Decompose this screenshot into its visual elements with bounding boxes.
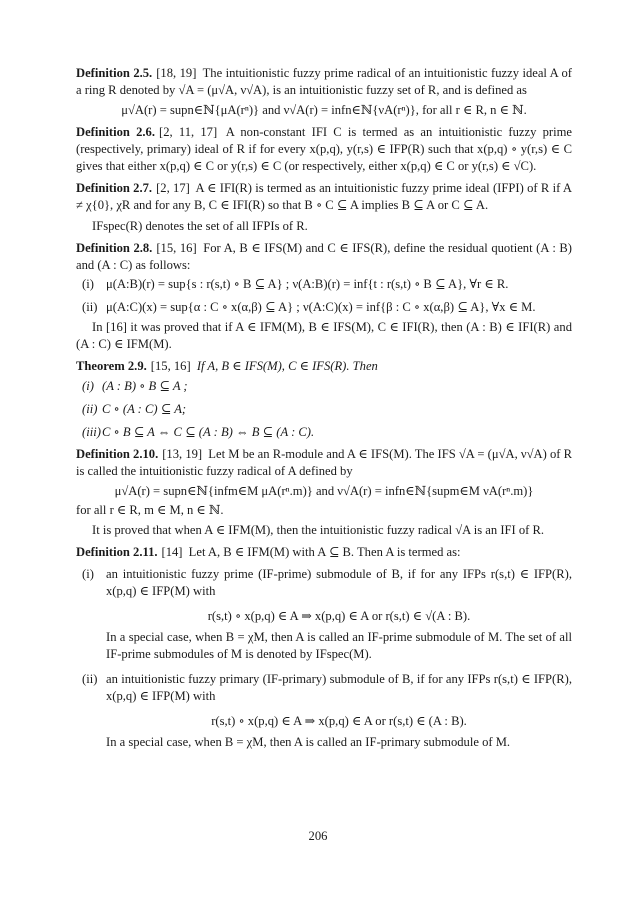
- theorem-heading: Theorem 2.9.: [76, 359, 147, 373]
- definition-text: The intuitionistic fuzzy prime radical of an intuitionistic fuzzy ideal A of a ring R denoted by √A = (μ√A, ν√A), is an intuitionistic fuzzy set of R, and is defined as: [76, 66, 573, 97]
- page-number: 206: [308, 829, 328, 843]
- list-item: [76, 424, 572, 441]
- definition-text: For A, B ∈ IFS(M) and C ∈ IFS(R), define the residual quotient (A : B) and (A : C) as follows:: [76, 241, 572, 272]
- item-remark: In a special case, when B = χM, then A is called an IF-primary submodule of M.: [106, 735, 511, 749]
- definition-2-5: [76, 65, 572, 119]
- definition-heading: Definition 2.8.: [76, 241, 153, 255]
- citation: [2, 11, 17]: [159, 125, 218, 139]
- definition-heading: Definition 2.6.: [76, 125, 155, 139]
- paragraph: It is proved that when A ∈ IFM(M), then the intuitionistic fuzzy radical √A is an IFI of R.: [92, 523, 545, 537]
- citation: [15, 16]: [156, 241, 197, 255]
- definition-2-11: [76, 544, 572, 751]
- definition-text: A non-constant IFI C is termed as an intuitionistic fuzzy prime (respectively, primary) ideal of R if for every x(p,q), y(r,s) ∈ IFP(R) such that x(p,q) ∘ y(r,s) ∈ C gives that either x(p,q) ∈ C or y(r,s) ∈ C (or respectively, either x(p,q) ∈ C or y(r,s) ∈ √C).: [76, 125, 573, 173]
- item-text: an intuitionistic fuzzy prime (IF-prime) submodule of B, if for any IFPs r(s,t) ∈ IFP(R), x(p,q) ∈ IFP(M) with: [106, 567, 572, 598]
- display-formula: r(s,t) ∘ x(p,q) ∈ A ⇒ x(p,q) ∈ A or r(s,t) ∈ (A : B).: [211, 714, 467, 728]
- citation: [2, 17]: [156, 181, 190, 195]
- item-text: an intuitionistic fuzzy primary (IF-primary) submodule of B, if for any IFPs r(s,t) ∈ IFP(R), x(p,q) ∈ IFP(M) with: [106, 672, 572, 703]
- definition-heading: Definition 2.10.: [76, 447, 159, 461]
- definition-2-10: [76, 446, 572, 539]
- item-text: (A : B) ∘ B ⊆ A ;: [102, 379, 188, 393]
- definition-2-7: [76, 180, 572, 235]
- item-text: μ(A:B)(r) = sup{s : r(s,t) ∘ B ⊆ A} ; ν(A:B)(r) = inf{t : r(s,t) ∘ B ⊆ A}, ∀r ∈ R.: [106, 277, 509, 291]
- definition-note: IFspec(R) denotes the set of all IFPIs of R.: [92, 219, 308, 233]
- display-formula: r(s,t) ∘ x(p,q) ∈ A ⇒ x(p,q) ∈ A or r(s,t) ∈ √(A : B).: [207, 609, 471, 623]
- list-item: [82, 566, 572, 663]
- item-label: (i): [82, 379, 94, 393]
- definition-heading: Definition 2.5.: [76, 66, 153, 80]
- item-text: μ(A:C)(x) = sup{α : C ∘ x(α,β) ⊆ A} ; ν(A:C)(x) = inf{β : C ∘ x(α,β) ⊆ A}, ∀x ∈ M.: [106, 300, 536, 314]
- citation: [18, 19]: [156, 66, 197, 80]
- citation: [13, 19]: [162, 447, 203, 461]
- list-item: [82, 671, 572, 751]
- theorem-text: If A, B ∈ IFS(M), C ∈ IFS(R). Then: [196, 359, 378, 373]
- display-formula: μ√A(r) = supn∈ℕ{infm∈M μA(rⁿ.m)} and ν√A(r) = infn∈ℕ{supm∈M νA(rⁿ.m)}: [114, 484, 534, 498]
- definition-2-6: [76, 124, 572, 175]
- definition-text: Let A, B ∈ IFM(M) with A ⊆ B. Then A is termed as:: [188, 545, 461, 559]
- definition-heading: Definition 2.7.: [76, 181, 153, 195]
- item-label: (ii): [82, 300, 98, 314]
- page-body: [76, 60, 572, 751]
- list-item: [76, 401, 572, 418]
- citation: [14]: [161, 545, 183, 559]
- item-label: (ii): [82, 402, 98, 416]
- item-text: C ∘ (A : C) ⊆ A;: [102, 402, 187, 416]
- list-item: [82, 276, 572, 293]
- item-text: C ∘ B ⊆ A ⇔ C ⊆ (A : B) ⇔ B ⊆ (A : C).: [102, 425, 315, 439]
- display-formula: μ√A(r) = supn∈ℕ{μA(rⁿ)} and ν√A(r) = infn∈ℕ{νA(rⁿ)}, for all r ∈ R, n ∈ ℕ.: [121, 103, 527, 117]
- list-item: [76, 378, 572, 395]
- definition-text: Let M be an R-module and A ∈ IFS(M). The IFS √A = (μ√A, ν√A) of R is called the intuitionistic fuzzy radical of A defined by: [76, 447, 573, 478]
- item-label: (ii): [82, 672, 98, 686]
- paragraph: In [16] it was proved that if A ∈ IFM(M), B ∈ IFS(M), C ∈ IFI(R), then (A : B) ∈ IFI(R) and (A : C) ∈ IFM(M).: [76, 320, 572, 351]
- definition-2-8: [76, 240, 572, 353]
- definition-heading: Definition 2.11.: [76, 545, 158, 559]
- item-label: (i): [82, 567, 94, 581]
- list-item: [82, 299, 572, 316]
- item-label: (i): [82, 277, 94, 291]
- formula-continuation: for all r ∈ R, m ∈ M, n ∈ ℕ.: [76, 503, 224, 517]
- item-label: (iii): [82, 425, 101, 439]
- item-remark: In a special case, when B = χM, then A is called an IF-prime submodule of M. The set of all IF-prime submodules of M is denoted by IFspec(M).: [106, 630, 572, 661]
- citation: [15, 16]: [150, 359, 191, 373]
- definition-text: A ∈ IFI(R) is termed as an intuitionistic fuzzy prime ideal (IFPI) of R if A ≠ χ{0}, χR and for any B, C ∈ IFI(R) so that B ∘ C ⊆ A implies B ⊆ A or C ⊆ A.: [76, 181, 572, 212]
- theorem-2-9: [76, 358, 572, 441]
